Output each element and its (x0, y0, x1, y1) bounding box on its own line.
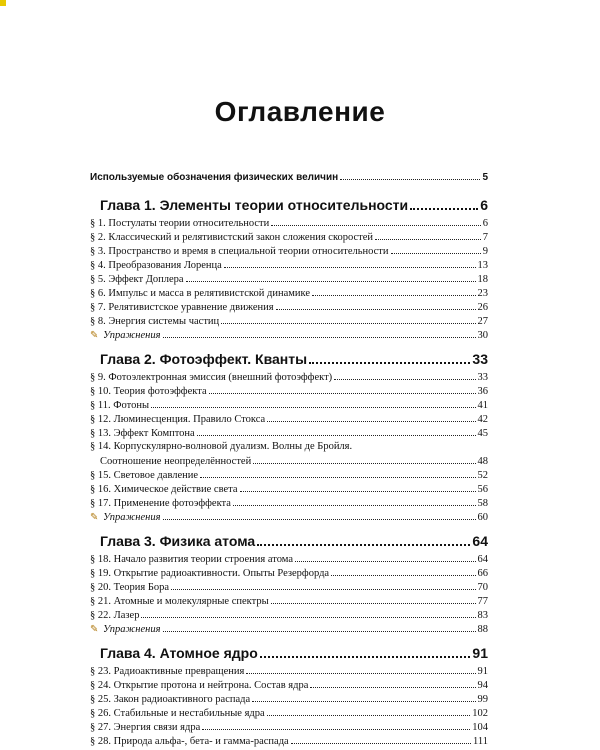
toc-entry-page: 27 (477, 316, 488, 327)
toc-entry-text: § 19. Открытие радиоактивности. Опыты Резерфорда (90, 568, 330, 579)
toc-entry-page: 56 (477, 484, 488, 495)
dot-leader (260, 642, 471, 658)
toc-entry-title (90, 707, 265, 721)
toc-section[interactable] (90, 706, 488, 720)
toc-entry-title (90, 609, 139, 623)
toc-entry-title (90, 217, 269, 231)
spacer (90, 184, 488, 194)
dot-leader (276, 300, 476, 310)
dot-leader (240, 482, 476, 492)
toc-entry-page: 91 (477, 666, 488, 677)
toc-entry-title (90, 642, 258, 664)
toc-entry-text: Глава 2. Фотоэффект. Кванты (100, 351, 308, 367)
dot-leader (291, 734, 471, 744)
toc-entry-title (90, 735, 289, 749)
toc-exercises[interactable] (90, 328, 488, 342)
dot-leader (295, 552, 476, 562)
toc-entry-page: 91 (472, 645, 488, 661)
toc-entry-page: 60 (477, 512, 488, 523)
toc-section[interactable] (90, 272, 488, 286)
toc-section[interactable] (90, 720, 488, 734)
toc-entry-page: 66 (477, 568, 488, 579)
dot-leader (331, 566, 475, 576)
toc-entry-text: Глава 1. Элементы теории относительности (100, 197, 409, 213)
dot-leader (186, 272, 476, 282)
toc-section[interactable] (90, 552, 488, 566)
toc-entry-text: § 12. Люминесценция. Правило Стокса (90, 414, 266, 425)
toc-entry-title (90, 665, 244, 679)
toc-chapter-4[interactable] (90, 642, 488, 664)
dot-leader (163, 510, 476, 520)
dot-leader (253, 454, 475, 464)
toc-section[interactable] (90, 608, 488, 622)
toc-entry-page: 7 (482, 232, 488, 243)
dot-leader (171, 580, 475, 590)
toc-entry-title (90, 553, 293, 567)
toc-entry-title (90, 171, 338, 185)
toc-entry-page: 88 (477, 624, 488, 635)
dot-leader (252, 692, 475, 702)
toc-entry-title (90, 194, 408, 216)
toc-section[interactable] (90, 258, 488, 272)
toc-entry-title (90, 693, 250, 707)
toc-chapter-2[interactable] (90, 348, 488, 370)
toc-entry-title (90, 455, 251, 469)
toc-entry-text: Глава 4. Атомное ядро (100, 645, 258, 661)
toc-entry-text: § 15. Световое давление (90, 470, 199, 481)
page-title: Оглавление (214, 96, 386, 127)
toc-entry-text: Упражнения (103, 330, 161, 341)
toc-section[interactable] (90, 314, 488, 328)
toc-entry-text: § 3. Пространство и время в специальной теории относительности (90, 246, 389, 257)
toc-entry-title (90, 679, 308, 693)
toc-entry-page: 58 (477, 498, 488, 509)
toc-section[interactable] (90, 580, 488, 594)
toc-entry-text: § 25. Закон радиоактивного распада (90, 694, 251, 705)
dot-leader (271, 216, 480, 226)
toc-entry-text: § 1. Постулаты теории относительности (90, 218, 270, 229)
dot-leader (151, 398, 475, 408)
toc-entry-page: 48 (477, 456, 488, 467)
toc-entry-page: 13 (477, 260, 488, 271)
toc-entry-page: 6 (482, 218, 488, 229)
toc-entry-title (90, 427, 195, 441)
toc-entry-page: 41 (477, 400, 488, 411)
toc-entry-title (90, 287, 310, 301)
toc-entry-text: § 6. Импульс и масса в релятивистской динамике (90, 288, 310, 299)
table-of-contents (90, 170, 488, 748)
toc-entry-text: § 16. Химическое действие света (90, 484, 238, 495)
toc-section[interactable] (90, 216, 488, 230)
dot-leader (233, 496, 476, 506)
toc-entry-page: 64 (472, 533, 488, 549)
toc-entry-title (90, 329, 161, 343)
dot-leader (224, 258, 476, 268)
dot-leader (200, 468, 475, 478)
toc-section[interactable] (90, 566, 488, 580)
toc-notation-entry[interactable] (90, 170, 488, 184)
toc-entry-title (90, 530, 255, 552)
toc-exercises[interactable] (90, 510, 488, 524)
dot-leader (221, 314, 475, 324)
toc-entry-text: § 8. Энергия системы частиц (90, 316, 220, 327)
toc-entry-title (90, 721, 200, 735)
toc-entry-page: 36 (477, 386, 488, 397)
toc-entry-text: Используемые обозначения физических величин (90, 172, 339, 183)
toc-entry-page: 26 (477, 302, 488, 313)
toc-section[interactable] (90, 230, 488, 244)
toc-entry-text: § 9. Фотоэлектронная эмиссия (внешний фотоэффект) (90, 372, 333, 383)
toc-section[interactable] (90, 286, 488, 300)
dot-leader (334, 370, 475, 380)
toc-section[interactable] (90, 664, 488, 678)
toc-section[interactable] (90, 482, 488, 496)
dot-leader (310, 678, 475, 688)
toc-section[interactable] (90, 734, 488, 748)
toc-entry-title (90, 259, 222, 273)
toc-section[interactable] (90, 594, 488, 608)
toc-section-continuation[interactable] (90, 454, 488, 468)
toc-section[interactable] (90, 468, 488, 482)
toc-section[interactable] (90, 384, 488, 398)
toc-entry-title (90, 567, 329, 581)
toc-entry-title (90, 385, 207, 399)
toc-section[interactable] (90, 398, 488, 412)
toc-entry-text: § 7. Релятивистское уравнение движения (90, 302, 274, 313)
dot-leader (391, 244, 481, 254)
toc-section[interactable] (90, 244, 488, 258)
toc-entry-page: 45 (477, 428, 488, 439)
toc-entry-title (90, 511, 161, 525)
dot-leader (410, 194, 478, 210)
toc-entry-text: § 18. Начало развития теории строения атома (90, 554, 293, 565)
toc-section[interactable] (90, 692, 488, 706)
toc-entry-page: 42 (477, 414, 488, 425)
toc-section[interactable] (90, 496, 488, 510)
dot-leader (267, 706, 471, 716)
pencil-icon: ✎ (90, 330, 99, 341)
toc-entry-text: § 27. Энергия связи ядра (90, 722, 201, 733)
toc-chapter-1[interactable] (90, 194, 488, 216)
toc-entry-page: 30 (477, 330, 488, 341)
toc-entry-page: 94 (477, 680, 488, 691)
toc-entry-text: § 23. Радиоактивные превращения (90, 666, 245, 677)
toc-entry-page: 5 (482, 172, 488, 183)
toc-entry-title (90, 348, 307, 370)
dot-leader (309, 348, 470, 364)
toc-entry-page: 23 (477, 288, 488, 299)
toc-entry-title (90, 273, 184, 287)
toc-chapter-3[interactable] (90, 530, 488, 552)
corner-mark (0, 0, 6, 6)
toc-entry-title (90, 483, 238, 497)
toc-entry-page: 52 (477, 470, 488, 481)
toc-section[interactable] (90, 412, 488, 426)
toc-entry-text: § 11. Фотоны (90, 400, 150, 411)
toc-entry-title (90, 440, 352, 454)
toc-entry-text: § 10. Теория фотоэффекта (90, 386, 207, 397)
toc-entry-title (90, 413, 265, 427)
toc-entry-title (90, 245, 389, 259)
toc-entry-text: § 13. Эффект Комптона (90, 428, 195, 439)
toc-entry-text: § 21. Атомные и молекулярные спектры (90, 596, 269, 607)
toc-entry-page: 33 (472, 351, 488, 367)
toc-entry-title (90, 301, 274, 315)
dot-leader (267, 412, 475, 422)
dot-leader (163, 622, 476, 632)
dot-leader (257, 530, 470, 546)
toc-entry-title (90, 399, 149, 413)
dot-leader (271, 594, 476, 604)
toc-entry-text: § 4. Преобразования Лоренца (90, 260, 222, 271)
toc-entry-text: § 20. Теория Бора (90, 582, 170, 593)
toc-entry-page: 83 (477, 610, 488, 621)
toc-entry-page: 99 (477, 694, 488, 705)
toc-entry-text: § 2. Классический и релятивистский закон сложения скоростей (90, 232, 374, 243)
toc-entry-title (90, 497, 231, 511)
toc-entry-text: § 26. Стабильные и нестабильные ядра (90, 708, 265, 719)
dot-leader (246, 664, 475, 674)
toc-entry-page: 33 (477, 372, 488, 383)
toc-entry-page: 18 (477, 274, 488, 285)
dot-leader (375, 230, 481, 240)
toc-entry-text: § 28. Природа альфа-, бета- и гамма-распада (90, 736, 289, 747)
dot-leader (312, 286, 476, 296)
toc-entry-page: 111 (473, 736, 488, 747)
toc-entry-page: 64 (477, 554, 488, 565)
toc-entry-text: § 5. Эффект Доплера (90, 274, 184, 285)
toc-entry-text: Глава 3. Физика атома (100, 533, 256, 549)
toc-entry-page: 6 (480, 197, 488, 213)
toc-section[interactable] (90, 426, 488, 440)
toc-entry-page: 104 (472, 722, 488, 733)
toc-section[interactable] (90, 300, 488, 314)
toc-entry-title (90, 469, 198, 483)
toc-section[interactable] (90, 370, 488, 384)
toc-entry-title (90, 623, 161, 637)
dot-leader (202, 720, 470, 730)
dot-leader (340, 170, 480, 180)
toc-entry-text: § 14. Корпускулярно-волновой дуализм. Волны де Бройля. (90, 441, 353, 452)
toc-section[interactable] (90, 440, 488, 454)
toc-exercises[interactable] (90, 622, 488, 636)
toc-entry-title (90, 231, 373, 245)
toc-entry-text: § 17. Применение фотоэффекта (90, 498, 231, 509)
dot-leader (197, 426, 476, 436)
dot-leader (209, 384, 476, 394)
pencil-icon: ✎ (90, 512, 99, 523)
toc-entry-text: Упражнения (103, 512, 161, 523)
toc-entry-page: 9 (482, 246, 488, 257)
toc-entry-page: 102 (472, 708, 488, 719)
dot-leader (163, 328, 476, 338)
toc-entry-title (90, 581, 169, 595)
toc-section[interactable] (90, 678, 488, 692)
toc-entry-title (90, 315, 219, 329)
toc-entry-title (90, 371, 332, 385)
toc-entry-page: 70 (477, 582, 488, 593)
toc-entry-text: § 22. Лазер (90, 610, 140, 621)
toc-entry-title (90, 595, 269, 609)
pencil-icon: ✎ (90, 624, 99, 635)
toc-entry-text: Упражнения (103, 624, 161, 635)
toc-entry-text: Соотношение неопределённостей (100, 456, 252, 467)
toc-entry-text: § 24. Открытие протона и нейтрона. Состав ядра (90, 680, 309, 691)
dot-leader (141, 608, 475, 618)
toc-entry-page: 77 (477, 596, 488, 607)
